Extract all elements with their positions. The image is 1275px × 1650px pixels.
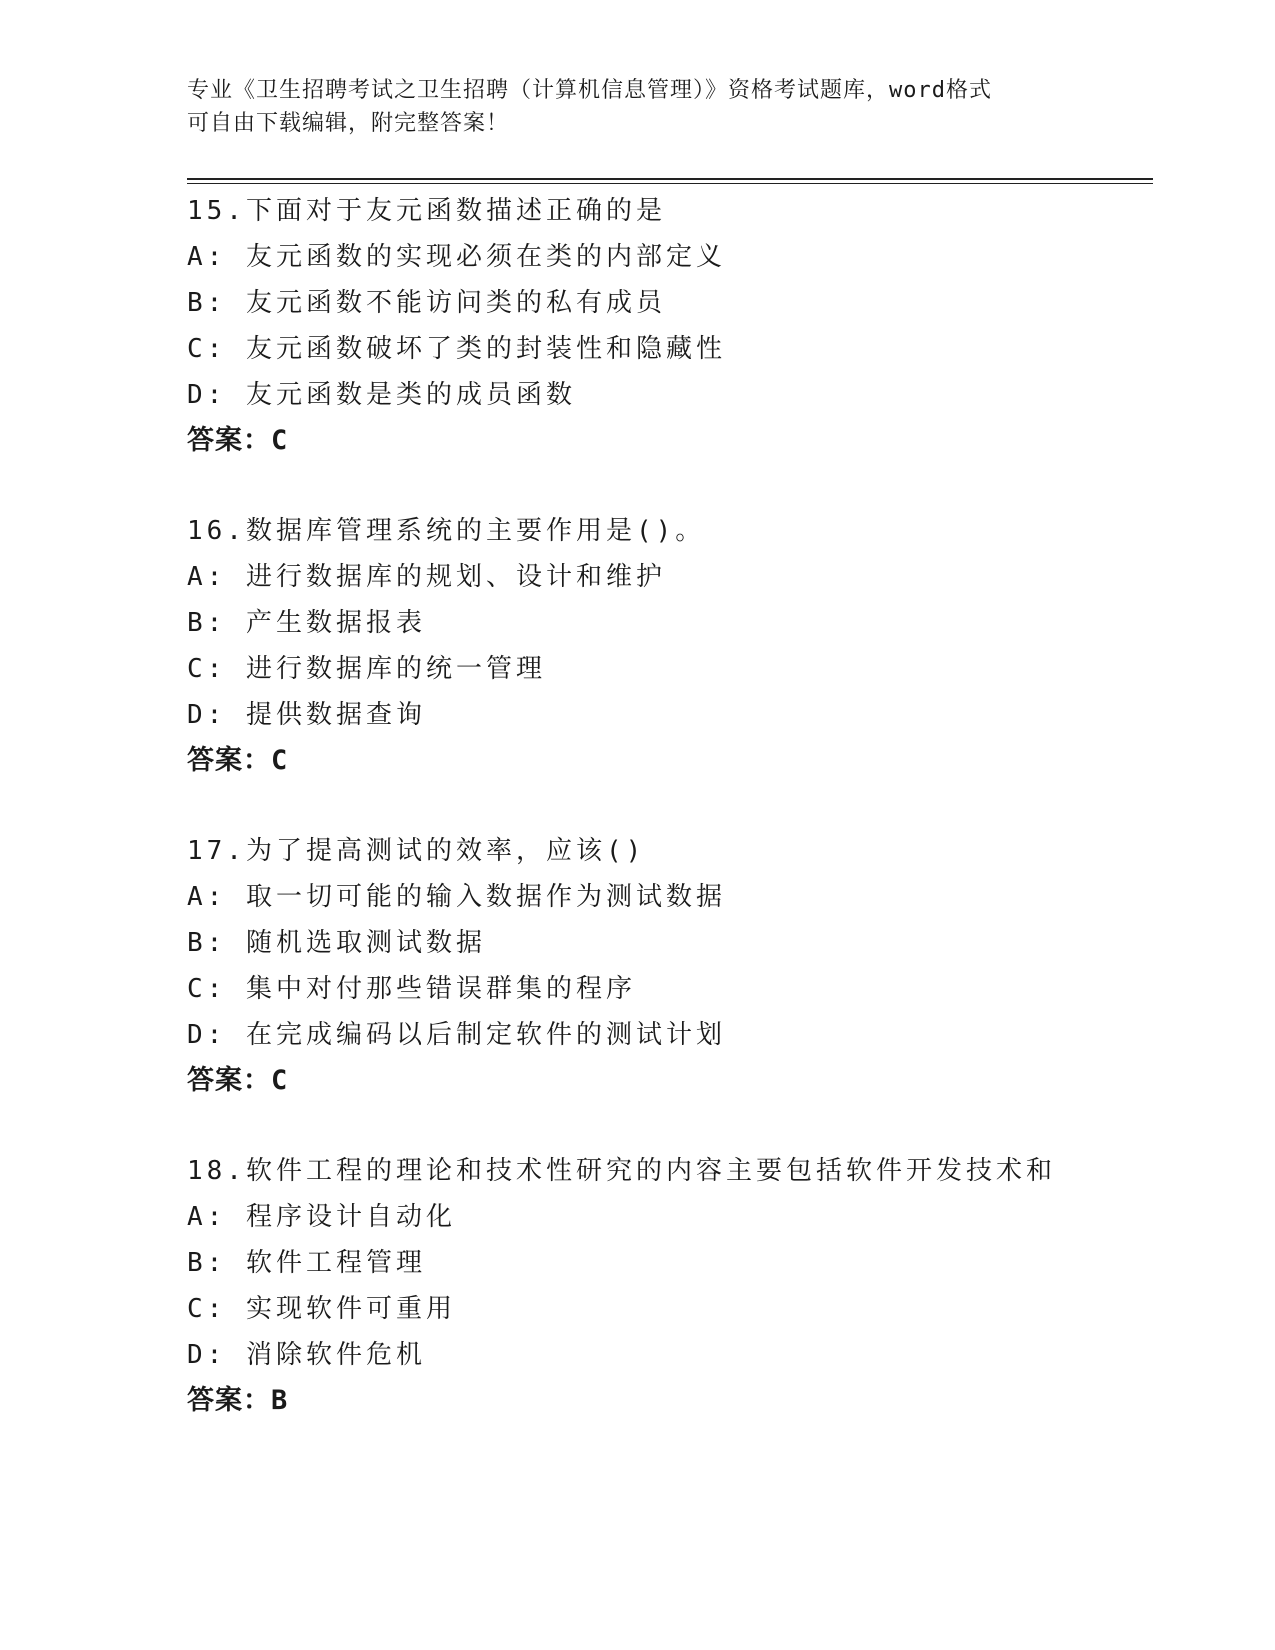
question-list bbox=[187, 188, 1187, 1468]
option-d: D: 消除软件危机 bbox=[187, 1340, 426, 1370]
option-d: D: 提供数据查询 bbox=[187, 700, 426, 730]
question-18 bbox=[187, 1148, 1187, 1468]
answer-label: 答案： bbox=[187, 1385, 271, 1416]
option-d: D: 友元函数是类的成员函数 bbox=[187, 380, 576, 410]
option-c: C: 实现软件可重用 bbox=[187, 1294, 456, 1324]
option-b: B: 产生数据报表 bbox=[187, 608, 426, 638]
option-d: D: 在完成编码以后制定软件的测试计划 bbox=[187, 1020, 726, 1050]
document-header bbox=[187, 74, 1067, 140]
option-a: A: 友元函数的实现必须在类的内部定义 bbox=[187, 242, 726, 272]
answer-value: B bbox=[271, 1385, 289, 1416]
header-line-1: 专业《卫生招聘考试之卫生招聘（计算机信息管理）》资格考试题库，word格式 bbox=[187, 78, 992, 103]
answer-label: 答案： bbox=[187, 745, 271, 776]
answer-line bbox=[187, 1378, 1187, 1424]
question-stem: 16.数据库管理系统的主要作用是()。 bbox=[187, 516, 706, 546]
answer-value: C bbox=[271, 745, 289, 776]
answer-value: C bbox=[271, 1065, 289, 1096]
option-b: B: 友元函数不能访问类的私有成员 bbox=[187, 288, 666, 318]
option-c: C: 进行数据库的统一管理 bbox=[187, 654, 546, 684]
option-c: C: 友元函数破坏了类的封装性和隐藏性 bbox=[187, 334, 726, 364]
option-b: B: 软件工程管理 bbox=[187, 1248, 426, 1278]
option-c: C: 集中对付那些错误群集的程序 bbox=[187, 974, 636, 1004]
question-stem: 18.软件工程的理论和技术性研究的内容主要包括软件开发技术和 bbox=[187, 1156, 1056, 1186]
question-stem: 15.下面对于友元函数描述正确的是 bbox=[187, 196, 666, 226]
header-line-2: 可自由下载编辑，附完整答案！ bbox=[187, 111, 510, 136]
question-15 bbox=[187, 188, 1187, 508]
option-a: A: 取一切可能的输入数据作为测试数据 bbox=[187, 882, 726, 912]
question-16 bbox=[187, 508, 1187, 828]
header-divider bbox=[187, 178, 1153, 184]
option-a: A: 进行数据库的规划、设计和维护 bbox=[187, 562, 666, 592]
option-b: B: 随机选取测试数据 bbox=[187, 928, 486, 958]
question-17 bbox=[187, 828, 1187, 1148]
answer-line bbox=[187, 1058, 1187, 1104]
answer-label: 答案： bbox=[187, 1065, 271, 1096]
answer-line bbox=[187, 738, 1187, 784]
answer-value: C bbox=[271, 425, 289, 456]
answer-line bbox=[187, 418, 1187, 464]
option-a: A: 程序设计自动化 bbox=[187, 1202, 456, 1232]
answer-label: 答案： bbox=[187, 425, 271, 456]
question-stem: 17.为了提高测试的效率，应该() bbox=[187, 836, 646, 866]
